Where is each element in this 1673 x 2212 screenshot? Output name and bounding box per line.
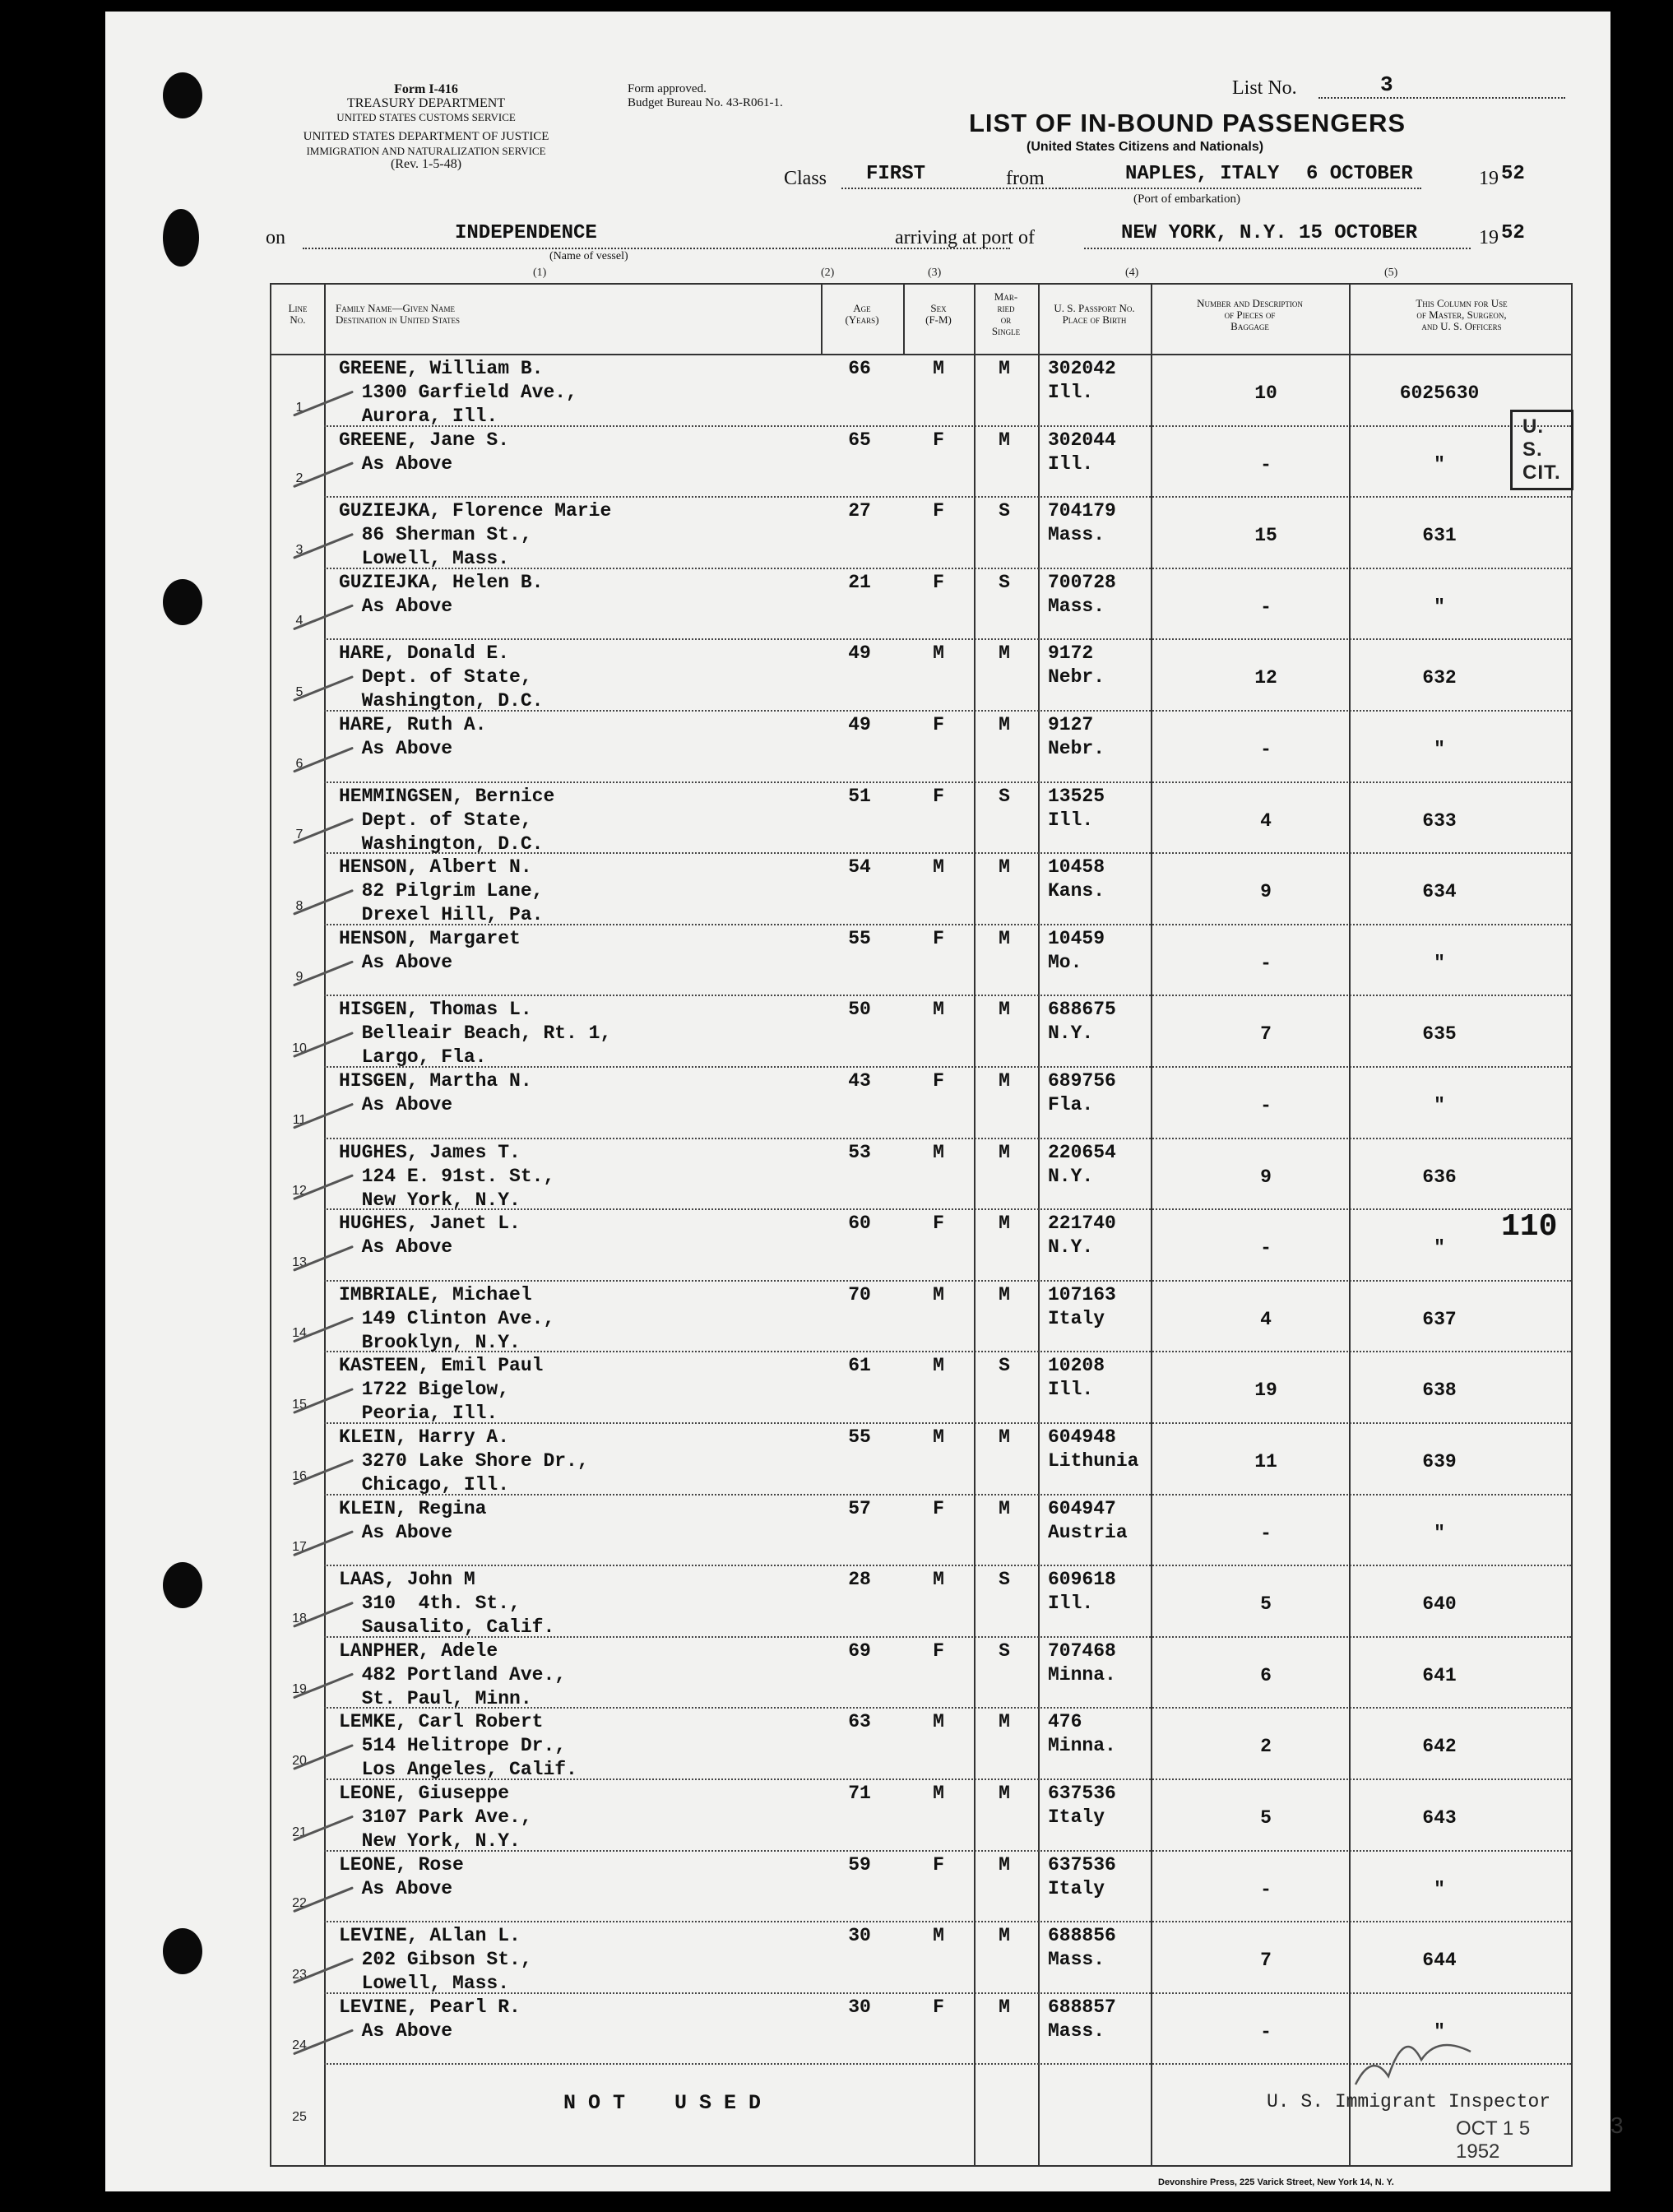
baggage-count: - xyxy=(1260,1522,1272,1544)
passenger-name-destination: HISGEN, Thomas L. Belleair Beach, Rt. 1, Largo, Fla. xyxy=(339,999,612,1069)
not-used-label: N O T U S E D xyxy=(563,2091,762,2115)
table-row xyxy=(271,1422,1571,1494)
line-number: 14 xyxy=(292,1326,307,1341)
table-row xyxy=(271,568,1571,639)
passenger-marital: M xyxy=(999,1996,1010,2018)
class-label: Class xyxy=(784,168,827,189)
date-stamp: OCT 1 5 1952 xyxy=(1456,2117,1531,2163)
baggage-count: 7 xyxy=(1260,1950,1272,1972)
passenger-sex: M xyxy=(933,1711,944,1733)
passenger-marital: M xyxy=(999,856,1010,879)
baggage-count: 4 xyxy=(1260,809,1272,832)
header-baggage: Number and Description of Pieces of Baggage xyxy=(1197,297,1303,332)
table-row xyxy=(271,781,1571,853)
passport-birthplace: 637536 Italy xyxy=(1048,1783,1116,1828)
officer-note: 635 xyxy=(1422,1023,1457,1046)
table-row xyxy=(271,1707,1571,1781)
passenger-marital: M xyxy=(999,1711,1010,1733)
ins-service: IMMIGRATION AND NATURALIZATION SERVICE xyxy=(306,145,546,157)
baggage-count: 19 xyxy=(1254,1380,1277,1402)
passenger-age: 55 xyxy=(848,1426,871,1448)
header-married: Mar- ried or Single xyxy=(991,290,1021,337)
embark-date: 6 OCTOBER xyxy=(1306,163,1413,185)
passenger-marital: M xyxy=(999,1283,1010,1305)
table-row xyxy=(271,496,1571,568)
passenger-sex: M xyxy=(933,1925,944,1947)
passport-birthplace: 9172 Nebr. xyxy=(1048,642,1105,689)
col-number-3: (3) xyxy=(928,267,942,279)
passenger-marital: M xyxy=(999,358,1010,379)
line-number: 10 xyxy=(292,1041,307,1055)
passport-birthplace: 704179 Mass. xyxy=(1048,500,1116,546)
passenger-age: 53 xyxy=(848,1141,871,1163)
passenger-sex: M xyxy=(933,856,944,879)
passenger-name-destination: LAAS, John M 310 4th. St., Sausalito, Calif. xyxy=(339,1569,555,1639)
line-number: 23 xyxy=(292,1967,307,1982)
passenger-age: 65 xyxy=(848,429,871,451)
embark-year-prefix: 19 xyxy=(1479,168,1499,189)
passport-birthplace: 637536 Italy xyxy=(1048,1853,1116,1899)
handwritten-110: 110 xyxy=(1501,1209,1558,1245)
binder-hole xyxy=(163,72,202,118)
line-number: 11 xyxy=(292,1112,307,1127)
passenger-marital: M xyxy=(999,1141,1010,1163)
baggage-count: 6 xyxy=(1260,1664,1272,1686)
header-name: Family Name—Given Name Destination in United States xyxy=(336,302,461,326)
table-row xyxy=(271,1921,1571,1995)
vessel-caption: (Name of vessel) xyxy=(549,250,628,262)
table-row xyxy=(271,1494,1571,1565)
passport-birthplace: 302042 Ill. xyxy=(1048,358,1116,403)
revision: (Rev. 1-5-48) xyxy=(390,157,462,171)
line-number: 9 xyxy=(295,970,304,985)
passport-birthplace: 609618 Ill. xyxy=(1048,1569,1116,1615)
table-row xyxy=(271,1992,1571,2064)
table-row xyxy=(271,425,1571,497)
passenger-sex: M xyxy=(933,358,944,379)
passenger-sex: F xyxy=(933,429,944,451)
list-no-value: 3 xyxy=(1380,72,1393,97)
passenger-sex: F xyxy=(933,571,944,593)
passenger-age: 21 xyxy=(848,571,871,593)
passenger-age: 49 xyxy=(848,642,871,665)
table-row xyxy=(271,995,1571,1069)
baggage-count: 9 xyxy=(1260,1166,1272,1188)
passenger-sex: F xyxy=(933,785,944,807)
budget-bureau: Budget Bureau No. 43-R061-1. xyxy=(628,96,783,109)
embark-caption: (Port of embarkation) xyxy=(1133,192,1240,206)
passenger-name-destination: HUGHES, James T. 124 E. 91st. St., New York, N.Y. xyxy=(339,1141,555,1211)
line-number: 22 xyxy=(292,1896,307,1911)
passenger-age: 30 xyxy=(848,1996,871,2018)
table-row xyxy=(271,924,1571,995)
passenger-marital: M xyxy=(999,1783,1010,1804)
officer-note: 631 xyxy=(1422,525,1457,547)
passenger-sex: F xyxy=(933,927,944,949)
passenger-sex: M xyxy=(933,1141,944,1163)
baggage-count: 10 xyxy=(1254,383,1277,404)
officer-note: 634 xyxy=(1422,881,1457,903)
baggage-count: - xyxy=(1260,596,1272,618)
passenger-age: 63 xyxy=(848,1711,871,1733)
passenger-name-destination: IMBRIALE, Michael 149 Clinton Ave., Brooklyn, N.Y. xyxy=(339,1283,555,1353)
header-officers: This Column for Use of Master, Surgeon, and U. S. Officers xyxy=(1416,297,1508,332)
manifest-page xyxy=(105,12,1624,2191)
passenger-age: 69 xyxy=(848,1639,871,1662)
table-row xyxy=(271,1351,1571,1425)
passenger-age: 60 xyxy=(848,1213,871,1235)
passenger-marital: M xyxy=(999,429,1010,451)
passenger-name-destination: HUGHES, Janet L. As Above xyxy=(339,1213,521,1259)
line-number: 7 xyxy=(295,828,304,842)
officer-note: " xyxy=(1434,1237,1445,1259)
passenger-marital: M xyxy=(999,1070,1010,1092)
line-number: 16 xyxy=(292,1468,307,1483)
passenger-sex: F xyxy=(933,1853,944,1876)
passport-birthplace: 604948 Lithunia xyxy=(1048,1426,1139,1472)
passenger-marital: S xyxy=(999,1355,1010,1377)
class-value: FIRST xyxy=(866,163,926,185)
passenger-age: 49 xyxy=(848,714,871,735)
col-number-1: (1) xyxy=(533,267,547,279)
officer-note: 644 xyxy=(1422,1950,1457,1972)
col-number-2: (2) xyxy=(821,267,835,279)
passenger-marital: M xyxy=(999,1925,1010,1947)
passenger-name-destination: LEONE, Giuseppe 3107 Park Ave., New York, N.Y. xyxy=(339,1783,532,1852)
baggage-count: - xyxy=(1260,1878,1272,1900)
baggage-count: - xyxy=(1260,1095,1272,1116)
passport-birthplace: 476 Minna. xyxy=(1048,1711,1116,1757)
passenger-name-destination: HARE, Donald E. Dept. of State, Washington, D.C. xyxy=(339,642,544,712)
header-passport: U. S. Passport No. Place of Birth xyxy=(1054,302,1135,326)
baggage-count: 5 xyxy=(1260,1807,1272,1829)
officer-note: " xyxy=(1434,739,1445,760)
baggage-count: - xyxy=(1260,453,1272,475)
passenger-name-destination: KLEIN, Regina As Above xyxy=(339,1497,487,1543)
form-number: Form I-416 xyxy=(394,82,458,96)
passenger-name-destination: HISGEN, Martha N. As Above xyxy=(339,1070,532,1115)
passport-birthplace: 302044 Ill. xyxy=(1048,429,1116,475)
passenger-sex: M xyxy=(933,999,944,1021)
binder-hole xyxy=(163,579,202,625)
passport-birthplace: 221740 N.Y. xyxy=(1048,1213,1116,1259)
officer-note: " xyxy=(1434,952,1445,974)
treasury-dept: TREASURY DEPARTMENT xyxy=(346,96,506,110)
passenger-sex: F xyxy=(933,500,944,522)
passenger-name-destination: HARE, Ruth A. As Above xyxy=(339,714,487,759)
line-number: 3 xyxy=(295,542,304,557)
officer-note: 637 xyxy=(1422,1308,1457,1330)
table-row xyxy=(271,852,1571,924)
passport-birthplace: 9127 Nebr. xyxy=(1048,714,1105,759)
officer-note: 639 xyxy=(1422,1451,1457,1472)
passenger-marital: M xyxy=(999,999,1010,1021)
passenger-name-destination: GUZIEJKA, Helen B. As Above xyxy=(339,571,544,617)
passenger-marital: S xyxy=(999,500,1010,522)
passenger-age: 61 xyxy=(848,1355,871,1377)
passenger-name-destination: HENSON, Albert N. 82 Pilgrim Lane, Drexel Hill, Pa. xyxy=(339,856,544,926)
passenger-name-destination: LEVINE, ALlan L. 202 Gibson St., Lowell, Mass. xyxy=(339,1925,532,1995)
col-number-4: (4) xyxy=(1125,267,1139,279)
passenger-name-destination: LEMKE, Carl Robert 514 Helitrope Dr., Los Angeles, Calif. xyxy=(339,1711,577,1781)
arriving-label: arriving at port of xyxy=(895,227,1035,248)
passport-birthplace: 700728 Mass. xyxy=(1048,571,1116,617)
passenger-name-destination: HEMMINGSEN, Bernice Dept. of State, Washington, D.C. xyxy=(339,785,555,855)
baggage-count: 15 xyxy=(1254,525,1277,547)
table-row xyxy=(271,1636,1571,1708)
from-label: from xyxy=(1006,168,1045,189)
passenger-sex: F xyxy=(933,1213,944,1235)
passenger-age: 28 xyxy=(848,1569,871,1591)
officer-note: 642 xyxy=(1422,1736,1457,1758)
passenger-marital: S xyxy=(999,1639,1010,1662)
passenger-age: 70 xyxy=(848,1283,871,1305)
officer-note: 633 xyxy=(1422,809,1457,832)
passenger-sex: M xyxy=(933,1355,944,1377)
inspector-label: U. S. Immigrant Inspector xyxy=(1267,2091,1551,2112)
arrival-year: 52 xyxy=(1501,222,1525,244)
passport-birthplace: 10208 Ill. xyxy=(1048,1355,1105,1401)
line-number: 19 xyxy=(292,1682,307,1697)
passenger-marital: M xyxy=(999,1853,1010,1876)
passenger-age: 71 xyxy=(848,1783,871,1804)
baggage-count: 12 xyxy=(1254,667,1277,689)
passenger-age: 57 xyxy=(848,1497,871,1519)
line-number: 5 xyxy=(295,684,304,699)
table-row xyxy=(271,1850,1571,1922)
passenger-sex: F xyxy=(933,714,944,735)
passenger-age: 51 xyxy=(848,785,871,807)
passenger-name-destination: GREENE, Jane S. As Above xyxy=(339,429,510,475)
passport-birthplace: 220654 N.Y. xyxy=(1048,1141,1116,1187)
passenger-name-destination: GREENE, William B. 1300 Garfield Ave., Aurora, Ill. xyxy=(339,358,577,427)
passenger-name-destination: HENSON, Margaret As Above xyxy=(339,927,521,973)
line-number: 6 xyxy=(295,756,304,771)
vessel-name: INDEPENDENCE xyxy=(455,222,597,244)
line-number: 15 xyxy=(292,1397,307,1412)
table-row xyxy=(271,1066,1571,1138)
arrival-port-date: NEW YORK, N.Y. 15 OCTOBER xyxy=(1121,222,1418,244)
line-number: 4 xyxy=(295,614,304,628)
officer-note: 632 xyxy=(1422,667,1457,689)
passport-birthplace: 689756 Fla. xyxy=(1048,1070,1116,1115)
embark-port: NAPLES, ITALY xyxy=(1125,163,1280,185)
on-label: on xyxy=(266,227,285,248)
arrival-year-prefix: 19 xyxy=(1479,227,1499,248)
line-number: 12 xyxy=(292,1184,307,1199)
officer-note: " xyxy=(1434,1878,1445,1900)
table-row xyxy=(271,1208,1571,1280)
passenger-marital: M xyxy=(999,1213,1010,1235)
passenger-name-destination: KASTEEN, Emil Paul 1722 Bigelow, Peoria, Ill. xyxy=(339,1355,544,1425)
passenger-name-destination: LANPHER, Adele 482 Portland Ave., St. Paul, Minn. xyxy=(339,1639,567,1709)
line-number: 21 xyxy=(292,1825,307,1839)
passenger-name-destination: KLEIN, Harry A. 3270 Lake Shore Dr., Chicago, Ill. xyxy=(339,1426,589,1496)
passenger-marital: M xyxy=(999,714,1010,735)
passenger-name-destination: GUZIEJKA, Florence Marie 86 Sherman St., Lowell, Mass. xyxy=(339,500,612,570)
passport-birthplace: 10458 Kans. xyxy=(1048,856,1105,902)
table-row xyxy=(271,1778,1571,1850)
passport-birthplace: 13525 Ill. xyxy=(1048,785,1105,831)
binder-hole xyxy=(163,209,199,267)
col-number-5: (5) xyxy=(1384,267,1398,279)
officer-note: 641 xyxy=(1422,1664,1457,1686)
table-row xyxy=(271,1280,1571,1352)
passenger-age: 27 xyxy=(848,500,871,522)
officer-note: 640 xyxy=(1422,1593,1457,1616)
passport-birthplace: 707468 Minna. xyxy=(1048,1639,1116,1686)
passport-birthplace: 604947 Austria xyxy=(1048,1497,1128,1543)
embark-year: 52 xyxy=(1501,163,1525,185)
passenger-age: 55 xyxy=(848,927,871,949)
passenger-marital: M xyxy=(999,1497,1010,1519)
officer-note: " xyxy=(1434,596,1445,618)
passenger-table xyxy=(270,283,1624,2167)
passenger-age: 66 xyxy=(848,358,871,379)
passenger-sex: F xyxy=(933,1639,944,1662)
passenger-sex: M xyxy=(933,1426,944,1448)
page-mark: 3 xyxy=(1610,2112,1624,2138)
baggage-count: - xyxy=(1260,2020,1272,2043)
passenger-name-destination: LEVINE, Pearl R. As Above xyxy=(339,1996,521,2042)
form-approved: Form approved. xyxy=(628,82,707,95)
line-number: 2 xyxy=(295,471,304,486)
passport-birthplace: 688675 N.Y. xyxy=(1048,999,1116,1045)
baggage-count: - xyxy=(1260,1237,1272,1259)
passport-birthplace: 107163 Italy xyxy=(1048,1283,1116,1329)
document-subtitle: (United States Citizens and Nationals) xyxy=(1027,140,1264,154)
officer-note: " xyxy=(1434,2020,1445,2043)
passenger-sex: F xyxy=(933,1497,944,1519)
officer-note: 6025630 xyxy=(1399,383,1480,404)
passenger-marital: M xyxy=(999,1426,1010,1448)
passenger-marital: M xyxy=(999,642,1010,665)
officer-note: " xyxy=(1434,1522,1445,1544)
baggage-count: 11 xyxy=(1254,1451,1277,1472)
header-sex: Sex (F-M) xyxy=(925,302,952,326)
passenger-marital: S xyxy=(999,785,1010,807)
baggage-count: 7 xyxy=(1260,1023,1272,1046)
passenger-marital: S xyxy=(999,1569,1010,1591)
passenger-age: 59 xyxy=(848,1853,871,1876)
passport-birthplace: 10459 Mo. xyxy=(1048,927,1105,973)
passenger-sex: M xyxy=(933,1569,944,1591)
baggage-count: - xyxy=(1260,952,1272,974)
passenger-marital: S xyxy=(999,571,1010,593)
passport-birthplace: 688857 Mass. xyxy=(1048,1996,1116,2042)
passenger-sex: F xyxy=(933,1996,944,2018)
table-row xyxy=(271,710,1571,781)
passenger-sex: M xyxy=(933,1783,944,1804)
justice-dept: UNITED STATES DEPARTMENT OF JUSTICE xyxy=(303,130,549,143)
passport-birthplace: 688856 Mass. xyxy=(1048,1925,1116,1971)
passenger-marital: M xyxy=(999,927,1010,949)
passenger-age: 50 xyxy=(848,999,871,1021)
table-row xyxy=(271,1138,1571,1209)
passenger-age: 43 xyxy=(848,1070,871,1092)
us-citizen-stamp: U. S. CIT. xyxy=(1510,410,1573,490)
officer-note: 638 xyxy=(1422,1380,1457,1402)
table-row xyxy=(271,354,1571,425)
officer-note: " xyxy=(1434,453,1445,475)
passenger-sex: M xyxy=(933,642,944,665)
header-line-no: Line No. xyxy=(288,302,308,326)
line-number: 25 xyxy=(292,2109,307,2124)
line-number: 20 xyxy=(292,1753,307,1768)
list-no-label: List No. xyxy=(1232,77,1297,99)
passenger-age: 54 xyxy=(848,856,871,879)
baggage-count: 5 xyxy=(1260,1593,1272,1616)
customs-service: UNITED STATES CUSTOMS SERVICE xyxy=(336,111,516,123)
passenger-age: 30 xyxy=(848,1925,871,1947)
table-row xyxy=(271,1565,1571,1639)
printer-imprint: Devonshire Press, 225 Varick Street, New York 14, N. Y. xyxy=(1158,2177,1394,2187)
line-number: 18 xyxy=(292,1611,307,1625)
binder-hole xyxy=(163,1562,202,1608)
officer-note: " xyxy=(1434,1095,1445,1116)
header-age: Age (Years) xyxy=(845,302,879,326)
officer-note: 636 xyxy=(1422,1166,1457,1188)
passenger-sex: M xyxy=(933,1283,944,1305)
baggage-count: 4 xyxy=(1260,1308,1272,1330)
officer-note: 643 xyxy=(1422,1807,1457,1829)
passenger-sex: F xyxy=(933,1070,944,1092)
line-number: 17 xyxy=(292,1540,307,1555)
baggage-count: 2 xyxy=(1260,1736,1272,1758)
line-number: 24 xyxy=(292,2038,307,2053)
line-number: 8 xyxy=(295,898,304,913)
table-row xyxy=(271,638,1571,710)
line-number: 1 xyxy=(295,400,304,415)
passenger-name-destination: LEONE, Rose As Above xyxy=(339,1853,464,1899)
binder-hole xyxy=(163,1928,202,1974)
line-number: 13 xyxy=(292,1254,307,1269)
document-title: LIST OF IN-BOUND PASSENGERS xyxy=(969,109,1407,137)
baggage-count: 9 xyxy=(1260,881,1272,903)
baggage-count: - xyxy=(1260,739,1272,760)
